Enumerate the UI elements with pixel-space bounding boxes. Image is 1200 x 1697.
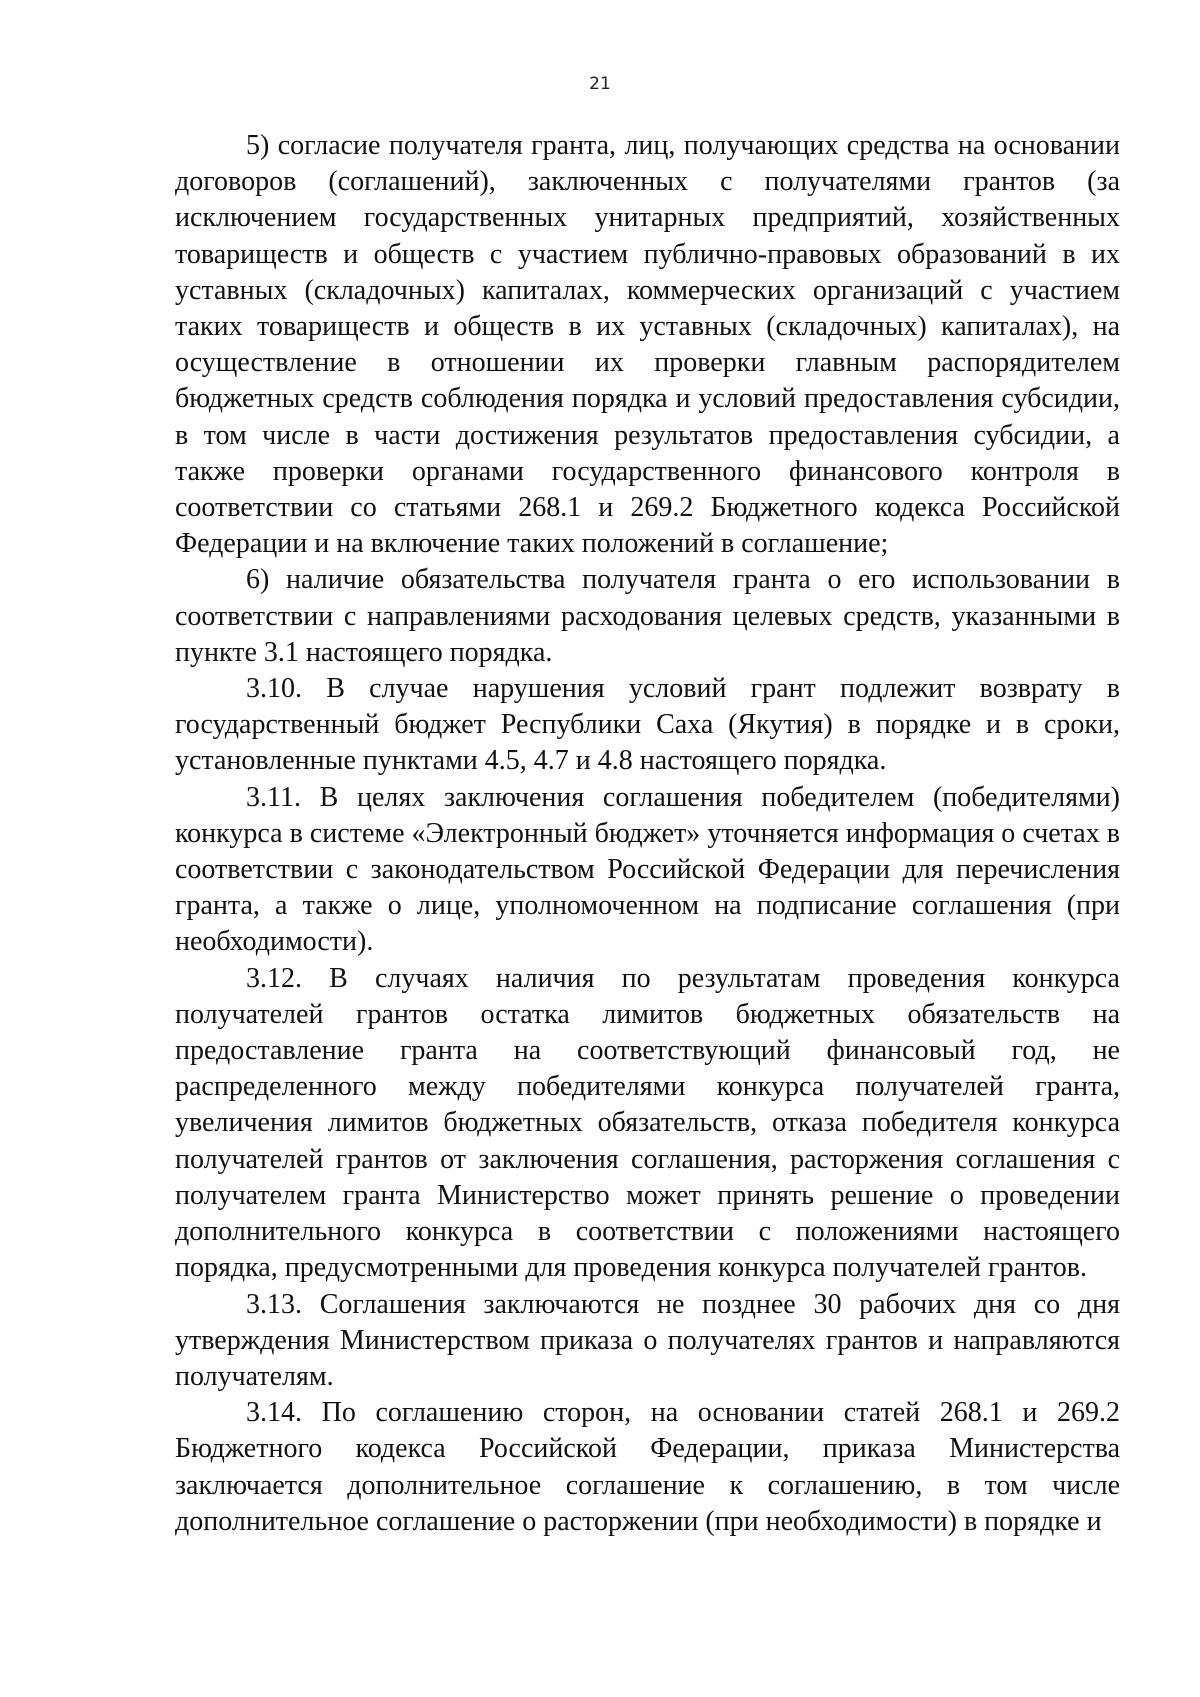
- document-body: [175, 128, 1120, 1540]
- paragraph-3-13: 3.13. Соглашения заключаются не позднее 30 рабочих дня со дня утверждения Министерством приказа о получателях грантов и направляются получателям.: [175, 1288, 1120, 1392]
- paragraph-item-6: 6) наличие обязательства получателя гранта о его использовании в соответствии с направлениями расходования целевых средств, указанными в пункте 3.1 настоящего порядка.: [175, 564, 1120, 668]
- paragraph-3-14: 3.14. По соглашению сторон, на основании статей 268.1 и 269.2 Бюджетного кодекса Российской Федерации, приказа Министерства заключается дополнительное соглашение к соглашению, в том числе дополнительное соглашение о расторжении (при необходимости) в порядке и: [175, 1397, 1120, 1537]
- paragraph-3-12: 3.12. В случаях наличия по результатам проведения конкурса получателей грантов остатка лимитов бюджетных обязательств на предоставление гранта на соответствующий финансовый год, не распределенного между победителями конкурса получателей гранта, увеличения лимитов бюджетных обязательств, отказа победителя конкурса получателей грантов от заключения соглашения, расторжения соглашения с получателем гранта Министерство может принять решение о проведении дополнительного конкурса в соответствии с положениями настоящего порядка, предусмотренными для проведения конкурса получателей грантов.: [175, 962, 1120, 1284]
- paragraph-3-10: 3.10. В случае нарушения условий грант подлежит возврату в государственный бюджет Республики Саха (Якутия) в порядке и в сроки, установленные пунктами 4.5, 4.7 и 4.8 настоящего порядка.: [175, 673, 1120, 777]
- page-number: 21: [589, 74, 611, 94]
- paragraph-3-11: 3.11. В целях заключения соглашения победителем (победителями) конкурса в системе «Электронный бюджет» уточняется информация о счетах в соответствии с законодательством Российской Федерации для перечисления гранта, а также о лице, уполномоченном на подписание соглашения (при необходимости).: [175, 781, 1120, 958]
- paragraph-item-5: 5) согласие получателя гранта, лиц, получающих средства на основании договоров (соглашений), заключенных с получателями грантов (за исключением государственных унитарных предприятий, хозяйственных товариществ и обществ с участием публично-правовых образований в их уставных (складочных) капиталах, коммерческих организаций с участием таких товариществ и обществ в их уставных (складочных) капиталах), на осуществление в отношении их проверки главным распорядителем бюджетных средств соблюдения порядка и условий предоставления субсидии, в том числе в части достижения результатов предоставления субсидии, а также проверки органами государственного финансового контроля в соответствии со статьями 268.1 и 269.2 Бюджетного кодекса Российской Федерации и на включение таких положений в соглашение;: [175, 130, 1120, 560]
